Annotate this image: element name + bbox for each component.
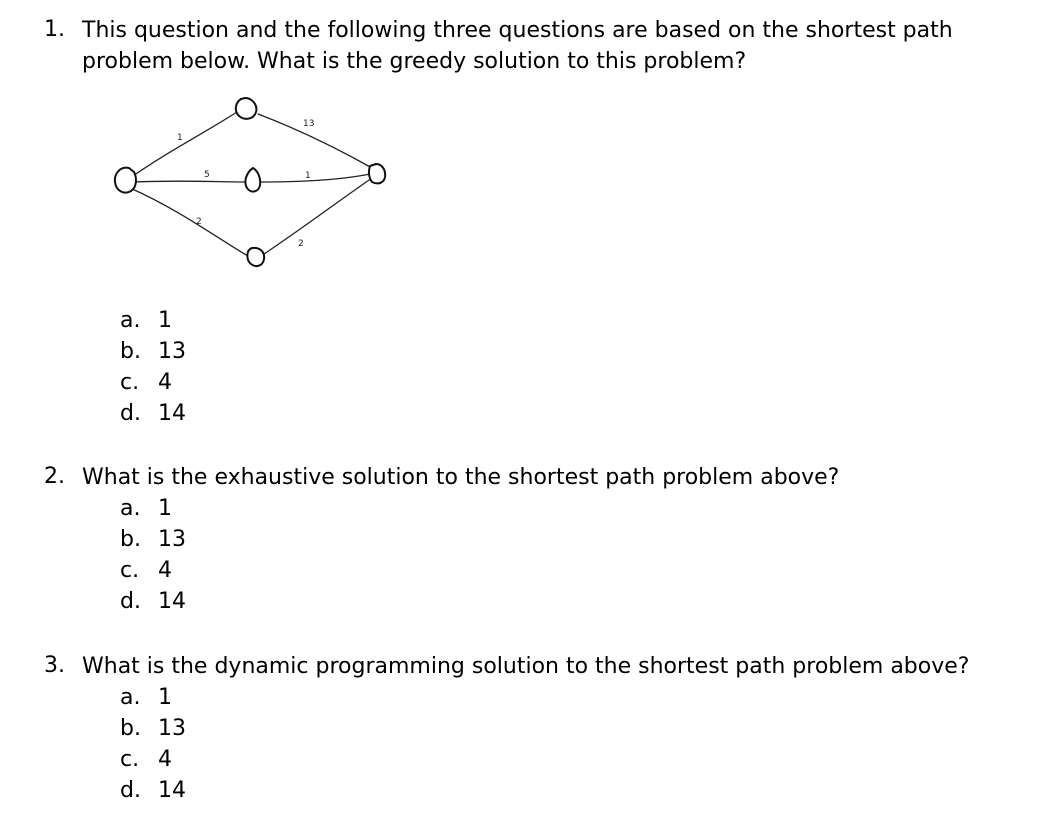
option-letter: b. (120, 716, 141, 741)
weight-middle-end: 1 (305, 171, 311, 181)
option-value: 1 (158, 496, 172, 521)
option-value: 14 (158, 778, 186, 803)
option-value: 1 (158, 308, 172, 333)
shortest-path-graph (100, 90, 400, 280)
option-value: 13 (158, 716, 186, 741)
weight-bottom-end: 2 (298, 239, 304, 249)
option-letter: c. (120, 370, 140, 395)
edge-start-middle (132, 181, 245, 182)
edge-middle-end (260, 174, 370, 182)
option-value: 4 (158, 747, 172, 772)
question-3-text: What is the dynamic programming solution to the shortest path problem above? (82, 654, 970, 679)
graph-node-top (236, 98, 257, 119)
weight-start-bottom: 2 (196, 217, 202, 227)
graph-node-bottom (247, 248, 264, 266)
edge-start-bottom (130, 188, 248, 256)
option-letter: d. (120, 401, 141, 426)
option-value: 14 (158, 401, 186, 426)
graph-node-end (369, 164, 385, 183)
option-letter: d. (120, 589, 141, 614)
option-value: 4 (158, 558, 172, 583)
weight-top-end: 13 (303, 119, 315, 129)
edge-bottom-end (264, 178, 372, 254)
question-1-number: 1. (44, 17, 65, 42)
edge-top-end (258, 114, 372, 168)
weight-start-top: 1 (177, 133, 183, 143)
option-letter: a. (120, 685, 141, 710)
weight-start-middle: 5 (204, 170, 210, 180)
graph-node-middle (245, 168, 260, 192)
option-letter: c. (120, 747, 140, 772)
question-1-text: This question and the following three questions are based on the shortest path problem below. What is the greedy solution to this problem? (82, 18, 953, 74)
option-letter: b. (120, 527, 141, 552)
option-value: 1 (158, 685, 172, 710)
option-letter: b. (120, 339, 141, 364)
option-letter: a. (120, 308, 141, 333)
edge-start-top (130, 110, 240, 178)
option-value: 14 (158, 589, 186, 614)
question-2-text: What is the exhaustive solution to the shortest path problem above? (82, 465, 840, 490)
option-value: 4 (158, 370, 172, 395)
option-letter: c. (120, 558, 140, 583)
graph-node-start (115, 168, 136, 193)
option-value: 13 (158, 339, 186, 364)
question-3-number: 3. (44, 653, 65, 678)
option-letter: a. (120, 496, 141, 521)
option-value: 13 (158, 527, 186, 552)
option-letter: d. (120, 778, 141, 803)
question-2-number: 2. (44, 464, 65, 489)
